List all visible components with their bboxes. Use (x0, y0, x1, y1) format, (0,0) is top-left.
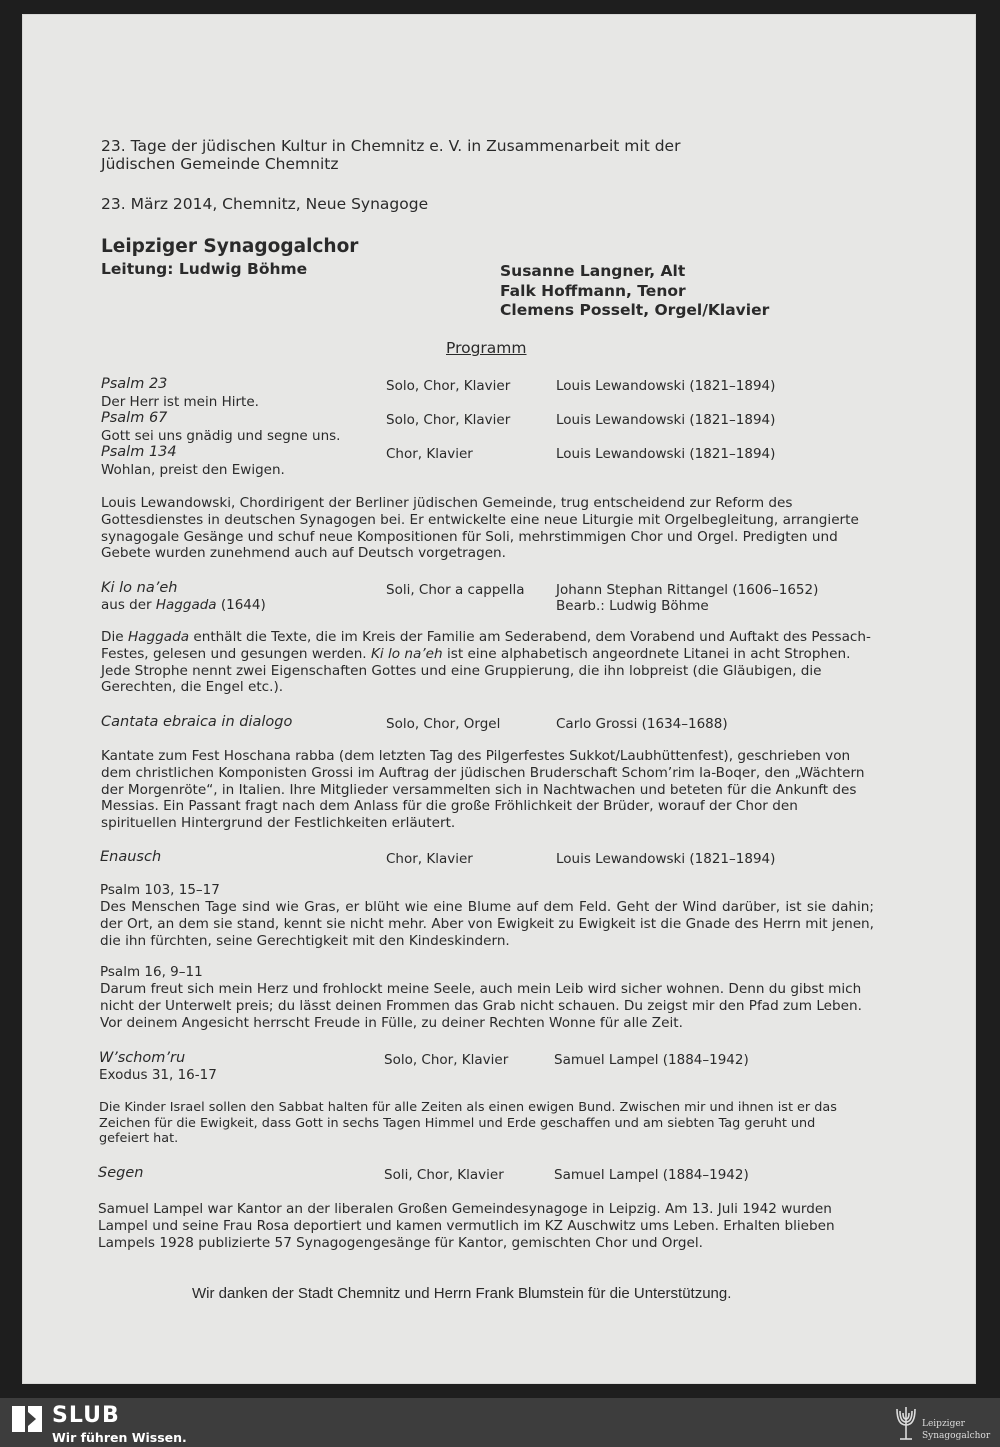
piece-title: Cantata ebraica in dialogo (101, 714, 293, 730)
piece-title: W’schom’ru (99, 1050, 186, 1066)
psalm16-text: Darum freut sich mein Herz und frohlockt meine Seele, auch mein Leib wird sicher wohnen. Denn du gibst mich nicht der Unterwelt preis; du lässt deinen Frommen das Grab nicht schauen. Du zeigst mir den Pfad zum Leben. Vor deinem Angesicht herrscht Freude in Fülle, zu deiner Rechten Wonne für alle Zeit. (100, 981, 862, 1031)
slub-logo-icon (12, 1406, 42, 1432)
piece-composer: Louis Lewandowski (1821–1894) (556, 412, 776, 428)
lewandowski-text: Louis Lewandowski, Chordirigent der Berliner jüdischen Gemeinde, trug entscheidend zur Reform des Gottesdienstes in deutschen Synagogen bei. Er entwickelte eine neue Liturgie mit Orgelbegleitung, arrangierte synagogale Gesänge und schuf neue Kompositionen für Soli, mehrstimmigen Chor und Orgel. Predigten und Gebete wurden zunehmend auch auf Deutsch vorgetragen. (101, 495, 859, 562)
soloist-3: Clemens Posselt, Orgel/Klavier (500, 301, 770, 319)
piece-composer: Samuel Lampel (1884–1942) (554, 1052, 749, 1068)
piece-subtitle: Gott sei uns gnädig und segne uns. (101, 428, 341, 444)
piece-title: Psalm 23 (101, 376, 168, 392)
psalm103-text: Des Menschen Tage sind wie Gras, er blüht wie eine Blume auf dem Feld. Geht der Wind darüber, ist sie dahin; der Ort, an dem sie stand, kennt sie nicht mehr. Aber von Ewigkeit zu Ewigkeit ist die Gnade des Herrn mit jenen, die ihn fürchten, seine Gerechtigkeit mit den Kindeskindern. (100, 899, 874, 949)
piece-composer: Louis Lewandowski (1821–1894) (556, 851, 776, 867)
piece-scoring: Solo, Chor, Klavier (386, 412, 511, 428)
lampel-text: Samuel Lampel war Kantor an der liberalen Großen Gemeindesynagoge in Leipzig. Am 13. Juli 1942 wurden Lampel und seine Frau Rosa deportiert und kamen vermutlich im KZ Auschwitz ums Leben. Erhalten blieben Lampels 1928 publizierte 57 Synagogengesänge für Kantor, gemischten Chor und Orgel. (98, 1201, 835, 1251)
library-name: SLUB (52, 1403, 120, 1428)
concert-date-place: 23. März 2014, Chemnitz, Neue Synagoge (101, 195, 429, 213)
piece-subtitle: aus der Haggada (1644) (101, 597, 266, 613)
exodus-text: Die Kinder Israel sollen den Sabbat halten für alle Zeiten als einen ewigen Bund. Zwischen mir und ihnen ist er das Zeichen für die Ewigkeit, dass Gott in sechs Tagen Himmel und Erde geschaffen und am siebten Tag geruht und gefeiert hat. (99, 1100, 837, 1146)
soloist-2: Falk Hoffmann, Tenor (500, 282, 686, 300)
piece-composer: Louis Lewandowski (1821–1894) (556, 378, 776, 394)
piece-title: Enausch (100, 849, 162, 865)
conductor: Leitung: Ludwig Böhme (101, 260, 308, 278)
thanks-note: Wir danken der Stadt Chemnitz und Herrn Frank Blumstein für die Unterstützung. (192, 1285, 732, 1302)
kantate-text: Kantate zum Fest Hoschana rabba (dem letzten Tag des Pilgerfestes Sukkot/Laubhüttenfest), geschrieben von dem christlichen Komponisten Grossi im Auftrag der jüdischen Bruderschaft Schom’rim la-Boqer, den „Wächtern der Morgenröte“, in Italien. Ihre Mitglieder versammelten sich in Nachtwachen und beteten für die Ankunft des Messias. Ein Passant fragt nach dem Anlass für die große Fröhlichkeit der Brüder, worauf der Chor den spirituellen Hintergrund der Festlichkeiten erläutert. (101, 748, 865, 832)
piece-scoring: Soli, Chor, Klavier (384, 1167, 504, 1183)
library-slogan: Wir führen Wissen. (52, 1430, 187, 1445)
piece-subtitle: Der Herr ist mein Hirte. (101, 394, 259, 410)
menorah-icon (893, 1403, 919, 1443)
piece-title: Ki lo na’eh (101, 580, 178, 596)
piece-title: Segen (98, 1165, 144, 1181)
piece-scoring: Chor, Klavier (386, 851, 473, 867)
piece-scoring: Solo, Chor, Orgel (386, 716, 501, 732)
piece-title: Psalm 134 (101, 444, 177, 460)
piece-scoring: Soli, Chor a cappella (386, 582, 525, 598)
piece-scoring: Solo, Chor, Klavier (384, 1052, 509, 1068)
piece-subtitle: Wohlan, preist den Ewigen. (101, 462, 285, 478)
haggada-text: Die Haggada enthält die Texte, die im Kreis der Familie am Sederabend, dem Vorabend und Auftakt des Pessach-Festes, gelesen und gesungen werden. Ki lo na’eh ist eine alphabetisch angeordnete Litanei in acht Strophen. Jede Strophe nennt zwei Eigenschaften Gottes und eine Gruppierung, die ihn lobpreist (die Gläubigen, die Gerechten, die Engel etc.). (101, 629, 871, 696)
psalm16-reference: Psalm 16, 9–11 (100, 964, 203, 980)
footer-bar (0, 1398, 1000, 1447)
piece-scoring: Solo, Chor, Klavier (386, 378, 511, 394)
program-heading: Programm (446, 339, 527, 357)
choir-logo-text: Leipziger Synagogalchor (922, 1419, 991, 1441)
piece-subtitle: Exodus 31, 16-17 (99, 1067, 217, 1083)
piece-title: Psalm 67 (101, 410, 168, 426)
piece-composer: Louis Lewandowski (1821–1894) (556, 446, 776, 462)
soloist-1: Susanne Langner, Alt (500, 262, 686, 280)
organizer-line-2: Jüdischen Gemeinde Chemnitz (101, 155, 339, 173)
piece-composer: Samuel Lampel (1884–1942) (554, 1167, 749, 1183)
psalm103-reference: Psalm 103, 15–17 (100, 882, 220, 898)
piece-composer: Carlo Grossi (1634–1688) (556, 716, 728, 732)
piece-composer: Johann Stephan Rittangel (1606–1652) (556, 582, 819, 598)
organizer-line-1: 23. Tage der jüdischen Kultur in Chemnitz e. V. in Zusammenarbeit mit der (101, 137, 681, 155)
choir-name: Leipziger Synagogalchor (101, 236, 359, 257)
piece-scoring: Chor, Klavier (386, 446, 473, 462)
piece-arranger: Bearb.: Ludwig Böhme (556, 598, 709, 614)
